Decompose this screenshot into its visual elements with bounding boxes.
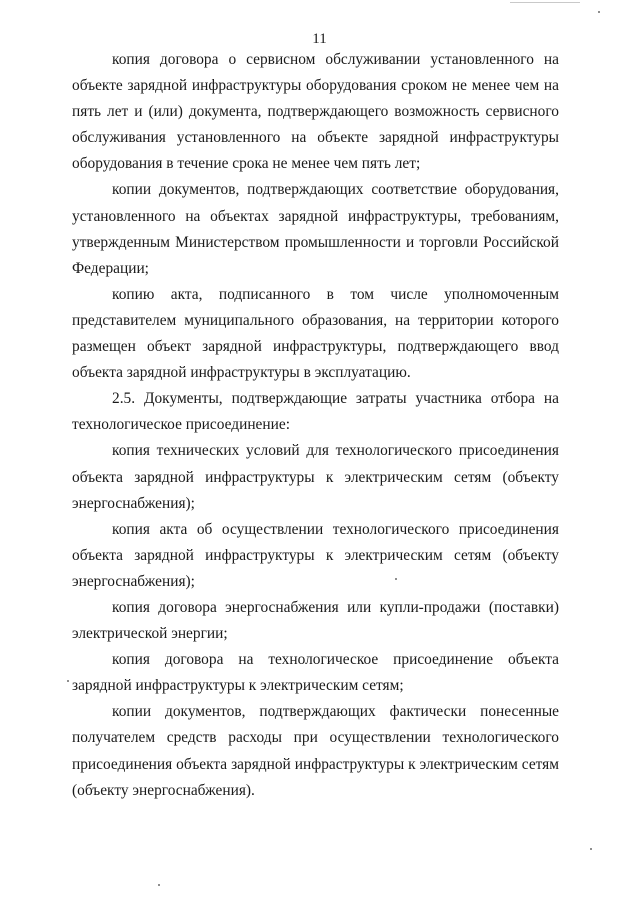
paragraph-section-2-5: 2.5. Документы, подтверждающие затраты участника отбора на технологическое присоединение: [72, 390, 559, 434]
scan-speck [590, 848, 592, 850]
paragraph-equipment-conformity: копии документов, подтверждающих соответствие оборудования, установленного на объектах зарядной инфраструктуры, требованиям, утвержденным Министерством промышленности и торговли Российской Федерации; [72, 181, 559, 277]
scan-speck [395, 578, 397, 580]
paragraph-commissioning-act: копию акта, подписанного в том числе уполномоченным представителем муниципального образования, на территории которого размещен объект зарядной инфраструктуры, подтверждающего ввод объекта зарядной инфраструктуры в эксплуатацию. [72, 285, 559, 382]
paragraph-energy-supply-contract: копия договора энергоснабжения или купли-продажи (поставки) электрической энергии; [72, 598, 559, 643]
paragraph-connection-act: копия акта об осуществлении технологического присоединения объекта зарядной инфраструктуры к электрическим сетям (объекту энергоснабжения); [72, 520, 559, 590]
scan-edge-artifact [510, 2, 580, 3]
paragraph-technical-conditions: копия технических условий для технологического присоединения объекта зарядной инфраструктуры к электрическим сетям (объекту энергоснабжения); [72, 442, 559, 512]
paragraph-connection-contract: копия договора на технологическое присоединение объекта зарядной инфраструктуры к электрическим сетям; [72, 651, 559, 695]
scan-speck [67, 680, 69, 682]
scan-speck [598, 11, 600, 13]
document-body [72, 47, 559, 804]
scan-speck [158, 884, 160, 886]
paragraph-expense-documents: копии документов, подтверждающих фактически понесенные получателем средств расходы при осуществлении технологического присоединения объекта зарядной инфраструктуры к электрическим сетям (объекту энергоснабжения). [72, 703, 559, 799]
page-number: 11 [312, 31, 327, 47]
paragraph-service-contract: копия договора о сервисном обслуживании установленного на объекте зарядной инфраструктуры оборудования сроком не менее чем на пять лет и (или) документа, подтверждающего возможность сервисного обслуживания установленного на объекте зарядной инфраструктуры оборудования в течение срока не менее чем пять лет; [72, 51, 559, 173]
